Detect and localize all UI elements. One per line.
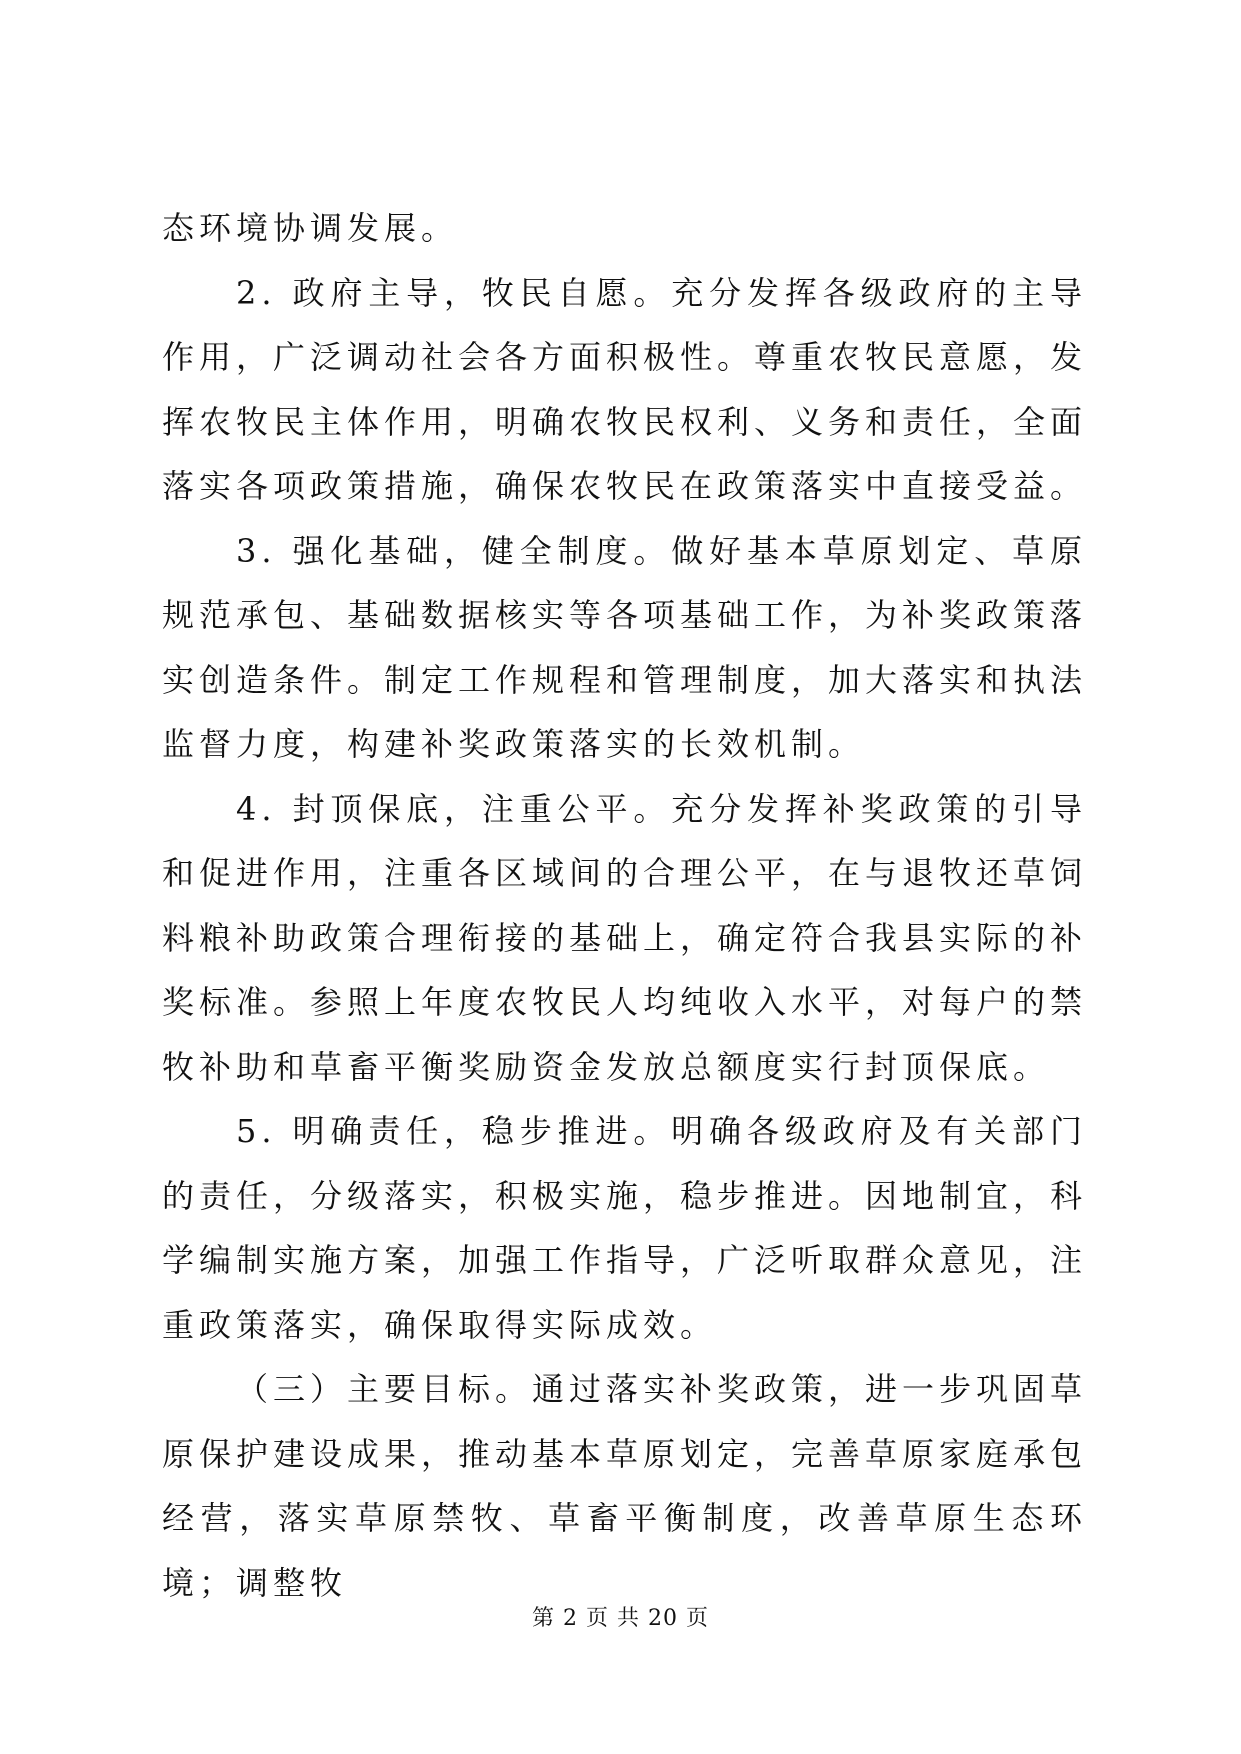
paragraph-principle-3: 3. 强化基础，健全制度。做好基本草原划定、草原规范承包、基础数据核实等各项基础工作，为补奖政策落实创造条件。制定工作规程和管理制度，加大落实和执法监督力度，构建补奖政策落实的长效机制。 <box>162 531 1088 763</box>
paragraph-principle-4: 4. 封顶保底，注重公平。充分发挥补奖政策的引导和促进作用，注重各区域间的合理公平，在与退牧还草饲料粮补助政策合理衔接的基础上，确定符合我县实际的补奖标准。参照上年度农牧民人均纯收入水平，对每户的禁牧补助和草畜平衡奖励资金发放总额度实行封顶保底。 <box>162 789 1088 1086</box>
paragraph-main-goals: （三）主要目标。通过落实补奖政策，进一步巩固草原保护建设成果，推动基本草原划定，完善草原家庭承包经营，落实草原禁牧、草畜平衡制度，改善草原生态环境；调整牧 <box>162 1370 1088 1602</box>
paragraph-continuation: 态环境协调发展。 <box>162 209 459 247</box>
body-text <box>162 196 1087 1615</box>
page-number-footer: 第 2 页 共 20 页 <box>532 1606 709 1631</box>
paragraph-principle-5: 5. 明确责任，稳步推进。明确各级政府及有关部门的责任，分级落实，积极实施，稳步推进。因地制宜，科学编制实施方案，加强工作指导，广泛听取群众意见，注重政策落实，确保取得实际成效。 <box>162 1112 1088 1344</box>
paragraph-principle-2: 2. 政府主导，牧民自愿。充分发挥各级政府的主导作用，广泛调动社会各方面积极性。尊重农牧民意愿，发挥农牧民主体作用，明确农牧民权利、义务和责任，全面落实各项政策措施，确保农牧民在政策落实中直接受益。 <box>162 273 1088 505</box>
